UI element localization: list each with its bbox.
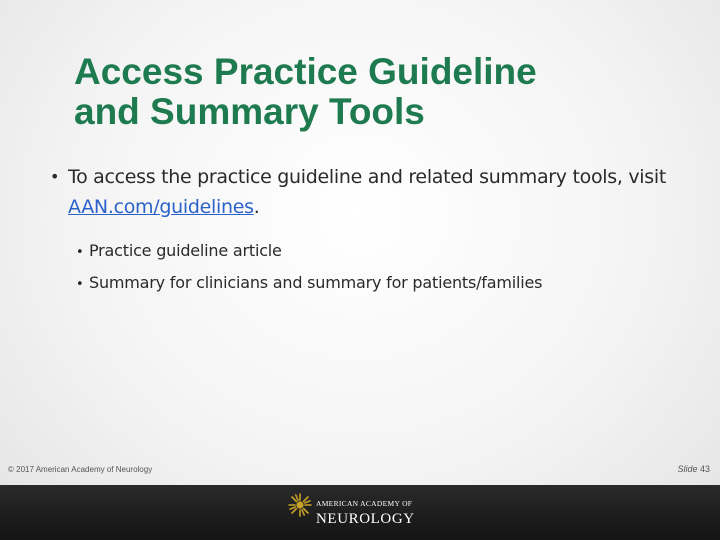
main-bullet [50, 162, 690, 222]
sub-bullet-item [76, 236, 706, 268]
bullet-dot-icon: • [50, 167, 60, 186]
slide-number [677, 464, 710, 474]
bullet-dot-icon: • [76, 245, 84, 260]
sub-bullet-text: Summary for clinicians and summary for patients/families [89, 273, 543, 292]
sunburst-icon [289, 494, 311, 516]
sub-bullet-text: Practice guideline article [89, 241, 282, 260]
slide-title [74, 52, 674, 132]
guidelines-link[interactable]: AAN.com/guidelines [68, 196, 254, 218]
title-line-2: and Summary Tools [74, 91, 425, 132]
sub-bullet-list [76, 236, 706, 300]
main-bullet-prefix: To access the practice guideline and related summary tools, visit [68, 166, 666, 188]
main-bullet-text [50, 162, 690, 222]
slide-label: Slide [677, 464, 698, 474]
bullet-dot-icon: • [76, 277, 84, 292]
aan-logo [282, 492, 432, 532]
slide-number-value: 43 [699, 464, 710, 474]
copyright-notice: © 2017 American Academy of Neurology [8, 465, 153, 474]
logo-line-1: AMERICAN ACADEMY OF [316, 499, 413, 508]
title-line-1: Access Practice Guideline [74, 51, 537, 92]
main-bullet-suffix: . [253, 196, 260, 218]
sub-bullet-item [76, 268, 706, 300]
logo-line-2: NEUROLOGY [316, 511, 415, 527]
